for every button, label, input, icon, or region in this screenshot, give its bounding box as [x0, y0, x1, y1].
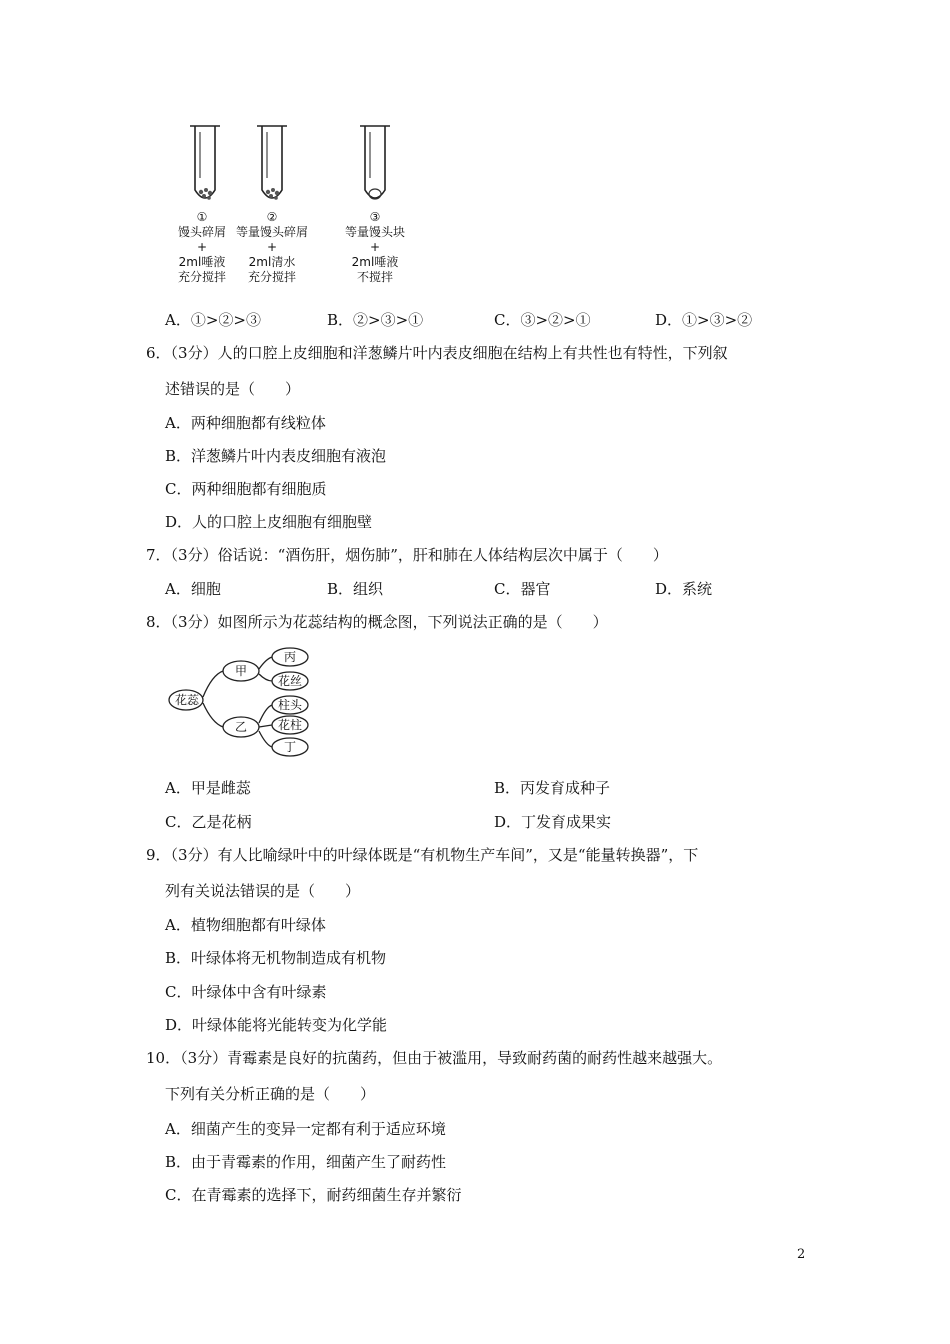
- page-number: 2: [797, 1247, 806, 1262]
- concept-a2-label: 花丝: [278, 674, 303, 688]
- q10-stem-line2: 下列有关分析正确的是（ ）: [165, 1085, 376, 1103]
- tube-3-label: [335, 210, 415, 285]
- q7-stem: 7．（3分）俗话说：“酒伤肝，烟伤肺”，肝和肺在人体结构层次中属于（ ）: [146, 546, 668, 564]
- tube-2-number: ②: [266, 210, 278, 224]
- q8-option-d: D．丁发育成果实: [494, 813, 612, 831]
- tube-3-stir: 不搅拌: [356, 270, 393, 284]
- q9-option-d: D．叶绿体能将光能转变为化学能: [165, 1016, 388, 1034]
- tube-1-content: 馒头碎屑: [177, 225, 226, 239]
- concept-b2-label: 花柱: [278, 718, 303, 732]
- test-tubes-drawing: [160, 118, 420, 208]
- tube-2-plus: +: [266, 240, 278, 254]
- concept-a-label: 甲: [235, 664, 248, 678]
- q10-option-a: A．细菌产生的变异一定都有利于适应环境: [165, 1120, 446, 1138]
- q10-option-b: B．由于青霉素的作用，细菌产生了耐药性: [165, 1153, 447, 1171]
- q9-option-c: C．叶绿体中含有叶绿素: [165, 983, 327, 1001]
- q6-option-c: C．两种细胞都有细胞质: [165, 480, 327, 498]
- test-tube-figure: [160, 118, 420, 290]
- stamen-pistil-concept-diagram: [164, 645, 314, 760]
- tube-1-label: [162, 210, 242, 285]
- concept-root-label: 花蕊: [175, 693, 200, 707]
- q9-option-b: B．叶绿体将无机物制造成有机物: [165, 949, 387, 967]
- tube-3-liquid: 2ml唾液: [351, 255, 399, 269]
- q6-stem-line2: 述错误的是（ ）: [165, 380, 301, 398]
- tube-3-number: ③: [369, 210, 381, 224]
- concept-a1-label: 丙: [284, 650, 297, 664]
- tube-2-label: [232, 210, 312, 285]
- q10-option-c: C．在青霉素的选择下，耐药细菌生存并繁衍: [165, 1186, 462, 1204]
- q7-option-d: D．系统: [655, 580, 713, 598]
- concept-b-label: 乙: [235, 720, 248, 734]
- q8-stem: 8．（3分）如图所示为花蕊结构的概念图，下列说法正确的是（ ）: [146, 613, 608, 631]
- q7-option-c: C．器官: [494, 580, 551, 598]
- q6-option-a: A．两种细胞都有线粒体: [165, 414, 326, 432]
- tube-2-liquid: 2ml清水: [248, 255, 296, 269]
- concept-b1-label: 柱头: [278, 698, 303, 712]
- q5-option-b: B．②>③>①: [327, 311, 424, 329]
- q7-option-b: B．组织: [327, 580, 384, 598]
- q8-option-a: A．甲是雌蕊: [165, 779, 251, 797]
- q9-option-a: A．植物细胞都有叶绿体: [165, 916, 326, 934]
- q7-option-a: A．细胞: [165, 580, 221, 598]
- q9-stem-line1: 9．（3分）有人比喻绿叶中的叶绿体既是“有机物生产车间”，又是“能量转换器”，下: [146, 846, 699, 864]
- q10-stem-line1: 10．（3分）青霉素是良好的抗菌药，但由于被滥用，导致耐药菌的耐药性越来越强大。: [146, 1049, 723, 1067]
- q6-option-b: B．洋葱鳞片叶内表皮细胞有液泡: [165, 447, 387, 465]
- q5-option-c: C．③>②>①: [494, 311, 591, 329]
- tube-1-stir: 充分搅拌: [177, 270, 226, 284]
- tube-1-number: ①: [196, 210, 208, 224]
- tube-1-liquid: 2ml唾液: [178, 255, 226, 269]
- tube-2-stir: 充分搅拌: [247, 270, 296, 284]
- q8-option-b: B．丙发育成种子: [494, 779, 611, 797]
- q6-stem-line1: 6．（3分）人的口腔上皮细胞和洋葱鳞片叶内表皮细胞在结构上有共性也有特性，下列叙: [146, 344, 728, 362]
- tube-2-content: 等量馒头碎屑: [235, 225, 308, 239]
- tube-1-plus: +: [196, 240, 208, 254]
- tube-3-plus: +: [369, 240, 381, 254]
- q5-option-d: D．①>③>②: [655, 311, 753, 329]
- q5-option-a: A．①>②>③: [165, 311, 261, 329]
- tube-3-content: 等量馒头块: [344, 225, 405, 239]
- q8-option-c: C．乙是花柄: [165, 813, 252, 831]
- concept-b3-label: 丁: [284, 740, 297, 754]
- q6-option-d: D．人的口腔上皮细胞有细胞壁: [165, 513, 373, 531]
- q9-stem-line2: 列有关说法错误的是（ ）: [165, 882, 361, 900]
